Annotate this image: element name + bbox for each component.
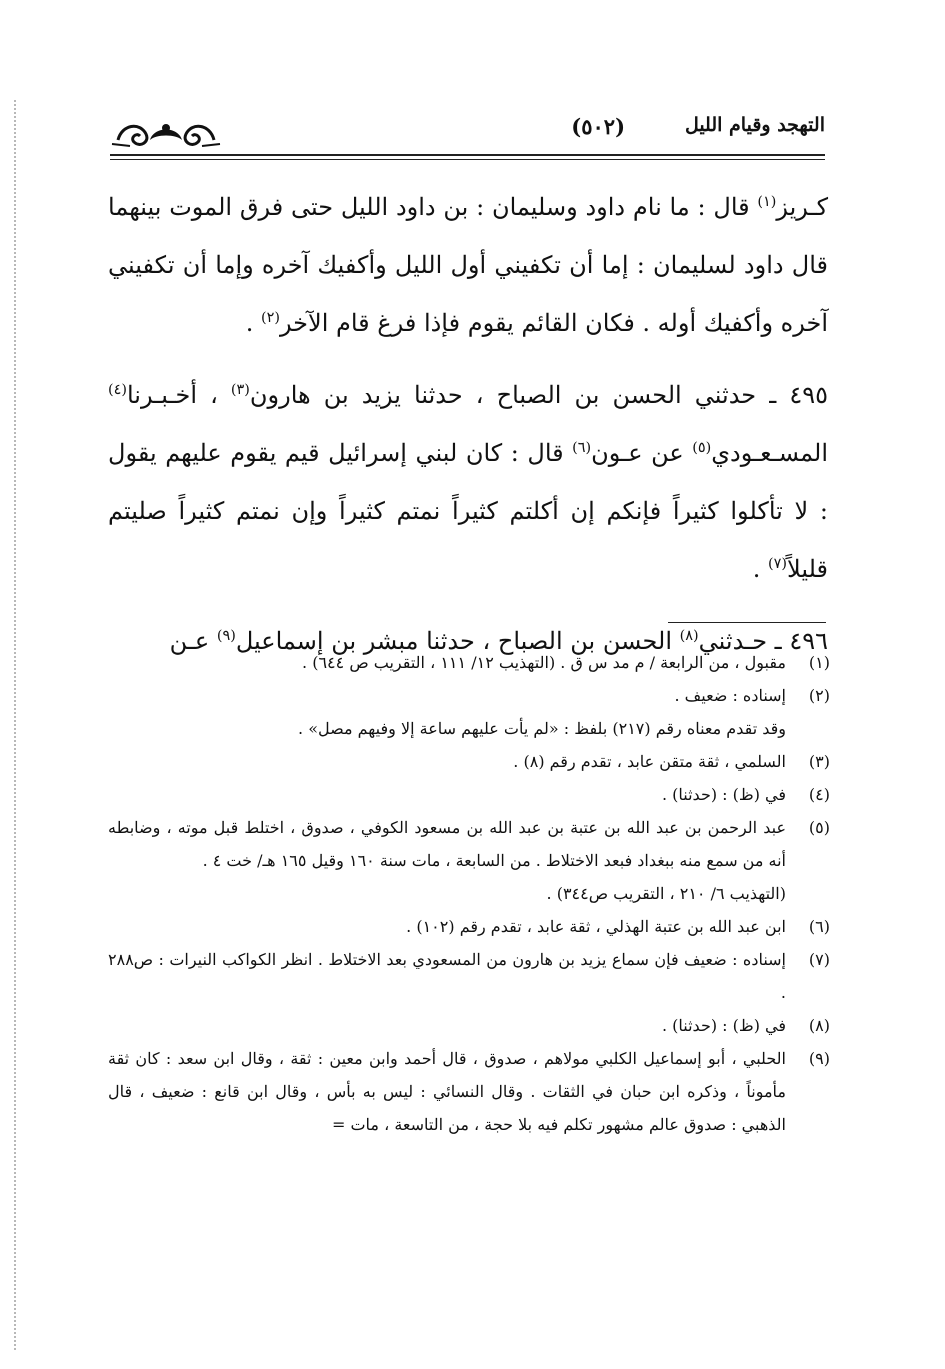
footnote-text: عبد الرحمن بن عبد الله بن عتبة بن عبد الله بن مسعود الكوفي ، صدوق ، اختلط قبل موته ، وضابطه أنه من سمع منه ببغداد فبعد الاختلاط . من السابعة ، مات سنة ١٦٠ وقيل ١٦٥ هـ/ خت ٤ .: [108, 818, 786, 870]
footnote-text: في (ظ) : (حدثنا) .: [661, 1016, 786, 1035]
text-run: كـريز: [776, 193, 828, 221]
text-run: الحسن بن الصباح ، حدثنا مبشر بن إسماعيل: [235, 627, 680, 655]
footnote-ref: (٤): [108, 382, 127, 398]
paragraph: [108, 178, 828, 352]
footnote-ref: (٢): [260, 310, 280, 326]
decorative-ornament-icon: [110, 110, 222, 158]
footnote-ref: (٣): [230, 382, 250, 398]
footnote-separator: [668, 622, 826, 623]
footnote-ref: (١): [757, 194, 777, 210]
footnote-text: (التهذيب ٦/ ٢١٠ ، التقريب ص٣٤٤) .: [546, 884, 786, 903]
main-text: [108, 178, 828, 684]
text-run: ٤٩٥ ـ حدثني الحسن بن الصباح ، حدثنا يزيد بن هارون: [249, 381, 828, 409]
footnote-number: (٣): [808, 752, 830, 771]
footnote: [108, 910, 830, 943]
text-run: عـن: [169, 627, 217, 655]
footnote-text: وقد تقدم معناه رقم (٢١٧) بلفظ : «لم يأت عليهم ساعة إلا وفيهم مصل» .: [298, 719, 786, 738]
footnotes: [108, 646, 830, 1141]
footnote: [108, 778, 830, 811]
footnote-text: الحلبي ، أبو إسماعيل الكلبي مولاهم ، صدوق ، قال أحمد وابن معين : ثقة ، وقال ابن سعد : كان ثقة مأموناً ، وذكره ابن حبان في الثقات . وقال النسائي : ليس به بأس ، وقال ابن قانع : ضعيف ، قال الذهبي : صدوق عالم مشهور تكلم فيه بلا حجة ، من التاسعة ، مات =: [108, 1049, 786, 1134]
paragraph: [108, 366, 828, 598]
footnote: [108, 877, 830, 910]
footnote-text: ابن عبد الله بن عتبة الهذلي ، ثقة عابد ، تقدم رقم (١٠٢) .: [406, 917, 786, 936]
running-title: التهجد وقيام الليل: [684, 114, 825, 136]
footnote-ref: (٦): [572, 440, 592, 456]
footnote-text: إسناده : ضعيف .: [674, 686, 786, 705]
footnote-ref: (٧): [768, 556, 788, 572]
footnote-number: (٩): [808, 1049, 830, 1068]
binding-edge-dots: [14, 100, 16, 1350]
footnote-number: (٥): [808, 818, 830, 837]
footnote-number: (٧): [808, 950, 830, 969]
page-header: [110, 110, 825, 162]
footnote: [108, 646, 830, 679]
footnote-text: مقبول ، من الرابعة / م مد س ق . (التهذيب ١٢/ ١١١ ، التقريب ص ٦٤٤) .: [302, 653, 786, 672]
footnote: [108, 745, 830, 778]
footnote-text: في (ظ) : (حدثنا) .: [661, 785, 786, 804]
header-rule-thin: [110, 159, 825, 160]
text-run: .: [245, 309, 261, 337]
text-run: ٤٩٦ ـ حـدثني: [698, 627, 828, 655]
footnote: [108, 1009, 830, 1042]
footnote-number: (١): [808, 653, 830, 672]
footnote-number: (٤): [808, 785, 830, 804]
footnote-text: إسناده : ضعيف فإن سماع يزيد بن هارون من المسعودي بعد الاختلاط . انظر الكواكب النيرات : ص٢٨٨ .: [108, 950, 786, 1002]
footnote-number: (٢): [808, 686, 830, 705]
text-run: .: [752, 555, 769, 583]
footnote-number: (٨): [808, 1016, 830, 1035]
header-rule: [110, 154, 825, 156]
text-run: ، أخـبـرنا: [126, 381, 231, 409]
footnote-ref: (٨): [679, 628, 699, 644]
footnote-ref: (٩): [216, 628, 236, 644]
footnote: [108, 679, 830, 712]
text-run: قال : كان لبني إسرائيل قيم يقوم عليهم يقول : لا تأكلوا كثيراً فإنكم إن أكلتم كثيراً نمتم كثيراً وإن نمتم كثيراً صليتم قليلاً: [108, 439, 828, 583]
footnote-ref: (٥): [692, 440, 712, 456]
footnote-text: السلمي ، ثقة متقن عابد ، تقدم رقم (٨) .: [513, 752, 786, 771]
text-run: عن عـون: [591, 439, 693, 467]
footnote: [108, 943, 830, 1009]
text-run: قال : ما نام داود وسليمان : بن داود الليل حتى فرق الموت بينهما قال داود لسليمان : إما أن تكفيني أول الليل وأكفيك آخره وإما أن تكفيني آخره وأكفيك أوله . فكان القائم يقوم فإذا فرغ قام الآخر: [108, 193, 828, 337]
footnote: [108, 1042, 830, 1141]
footnote: [108, 811, 830, 877]
page-number: (٥٠٢): [571, 114, 625, 139]
text-run: المسـعـودي: [711, 439, 828, 467]
footnote-number: (٦): [808, 917, 830, 936]
footnote: [108, 712, 830, 745]
